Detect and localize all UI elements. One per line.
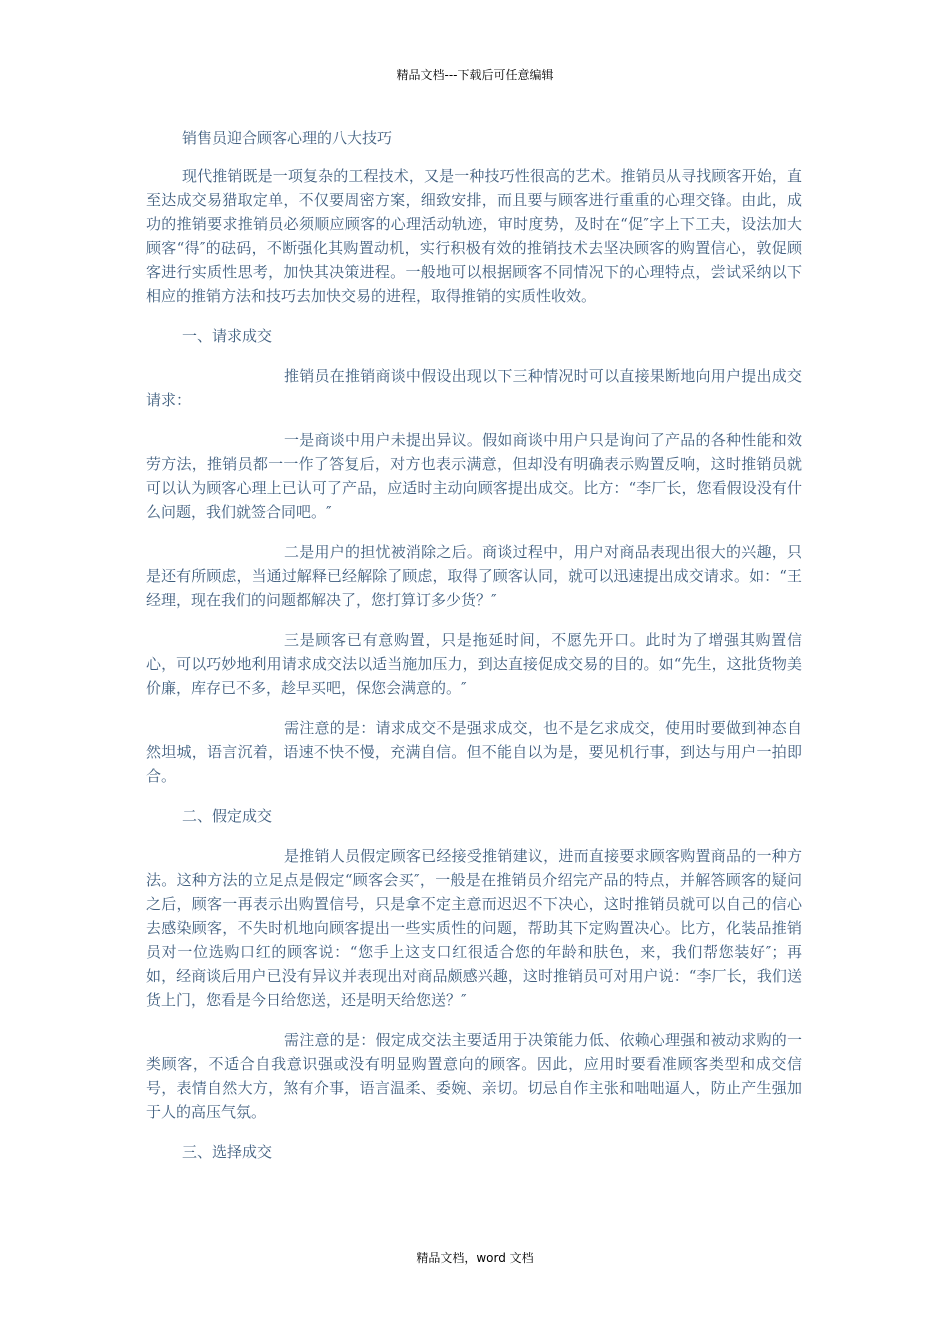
document-title: 销售员迎合顾客心理的八大技巧 [182, 129, 393, 147]
section-heading-1: 一、请求成交 [182, 327, 273, 345]
section-1-paragraph-1: 推销员在推销商谈中假设出现以下三种情况时可以直接果断地向用户提出成交请求： [146, 367, 802, 409]
section-1-paragraph-5: 需注意的是：请求成交不是强求成交，也不是乞求成交，使用时要做到神态自然坦城，语言沉着，语速不快不慢，充满自信。但不能自以为是，要见机行事，到达与用户一拍即合。 [146, 719, 802, 785]
section-2-paragraph-1: 是推销人员假定顾客已经接受推销建议，进而直接要求顾客购置商品的一种方法。这种方法的立足点是假定“顾客会买″，一般是在推销员介绍完产品的特点，并解答顾客的疑问之后，顾客一再表示出购置信号，只是拿不定主意而迟迟不下决心，这时推销员就可以自己的信心去感染顾客，不失时机地向顾客提出一些实质性的问题，帮助其下定购置决心。比方，化装品推销员对一位选购口红的顾客说：“您手上这支口红很适合您的年龄和肤色，来，我们帮您装好″；再如，经商谈后用户已没有异议并表现出对商品颇感兴趣，这时推销员可对用户说：“李厂长，我们送货上门，您看是今日给您送，还是明天给您送？″ [146, 847, 802, 1009]
section-1-paragraph-4: 三是顾客已有意购置，只是拖延时间，不愿先开口。此时为了增强其购置信心，可以巧妙地利用请求成交法以适当施加压力，到达直接促成交易的目的。如“先生，这批货物美价廉，库存已不多，趁早买吧，保您会满意的。″ [146, 631, 802, 697]
page-header: 精品文档---下载后可任意编辑 [396, 68, 554, 82]
section-2-paragraph-2: 需注意的是：假定成交法主要适用于决策能力低、依赖心理强和被动求购的一类顾客，不适合自我意识强或没有明显购置意向的顾客。因此，应用时要看准顾客类型和成交信号，表情自然大方，煞有介事，语言温柔、委婉、亲切。切忌自作主张和咄咄逼人，防止产生强加于人的高压气氛。 [146, 1031, 802, 1121]
section-1-paragraph-3: 二是用户的担忧被消除之后。商谈过程中，用户对商品表现出很大的兴趣，只是还有所顾虑，当通过解释已经解除了顾虑，取得了顾客认同，就可以迅速提出成交请求。如：“王经理，现在我们的问题都解决了，您打算订多少货？″ [146, 543, 802, 609]
section-1-paragraph-2: 一是商谈中用户未提出异议。假如商谈中用户只是询问了产品的各种性能和效劳方法，推销员都一一作了答复后，对方也表示满意，但却没有明确表示购置反响，这时推销员就可以认为顾客心理上已认可了产品，应适时主动向顾客提出成交。比方：“李厂长，您看假设没有什么问题，我们就签合同吧。″ [146, 431, 802, 521]
section-heading-2: 二、假定成交 [182, 807, 273, 825]
intro-paragraph: 现代推销既是一项复杂的工程技术，又是一种技巧性很高的艺术。推销员从寻找顾客开始，直至达成交易猎取定单，不仅要周密方案，细致安排，而且要与顾客进行重重的心理交锋。由此，成功的推销要求推销员必须顺应顾客的心理活动轨迹，审时度势，及时在“促″字上下工夫，设法加大顾客“得″的砝码，不断强化其购置动机，实行积极有效的推销技术去坚决顾客的购置信心，敦促顾客进行实质性思考，加快其决策进程。一般地可以根据顾客不同情况下的心理特点，尝试采纳以下相应的推销方法和技巧去加快交易的进程，取得推销的实质性收效。 [146, 167, 802, 305]
section-heading-3: 三、选择成交 [182, 1143, 273, 1161]
document-body [146, 126, 802, 1180]
page-footer: 精品文档，word 文档 [416, 1251, 534, 1265]
